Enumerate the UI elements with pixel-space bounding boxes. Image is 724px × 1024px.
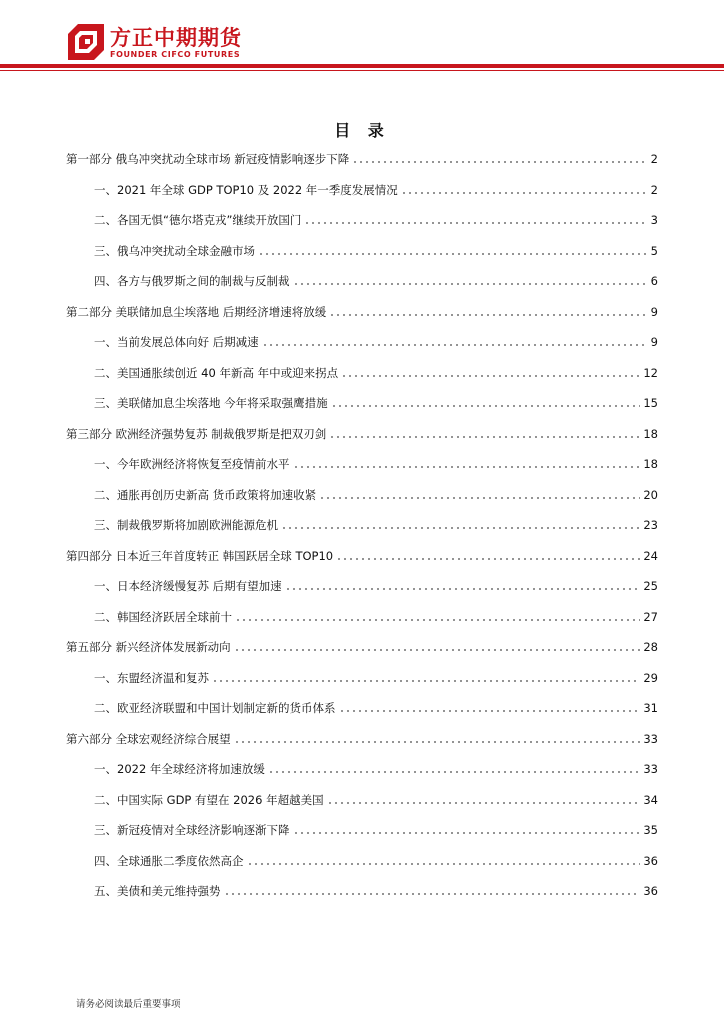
toc-entry-title: 三、新冠疫情对全球经济影响逐渐下降 <box>94 823 290 837</box>
toc-chapter-entry[interactable] <box>66 543 658 563</box>
toc-page-number: 9 <box>650 335 658 349</box>
toc-leader-dots <box>329 314 647 316</box>
brand-name-cn: 方正中期期货 <box>110 26 242 50</box>
toc-chapter-entry[interactable] <box>66 299 658 319</box>
toc-entry-title: 四、各方与俄罗斯之间的制裁与反制裁 <box>94 274 290 288</box>
toc-page-number: 20 <box>643 487 658 502</box>
toc-page-number: 27 <box>643 609 658 624</box>
toc-page-number: 5 <box>650 243 658 258</box>
toc-leader-dots <box>247 863 641 865</box>
toc-section-entry[interactable] <box>94 787 658 807</box>
toc-leader-dots <box>212 680 640 682</box>
toc-page-number: 3 <box>650 213 658 227</box>
toc-entry-title: 一、当前发展总体向好 后期减速 <box>94 335 259 349</box>
toc-section-entry[interactable] <box>94 573 658 593</box>
brand-name-en: FOUNDER CIFCO FUTURES <box>110 50 241 59</box>
toc-leader-dots <box>235 619 640 621</box>
toc-entry-title: 二、欧亚经济联盟和中国计划制定新的货币体系 <box>94 701 336 715</box>
toc-chapter-entry[interactable] <box>66 726 658 746</box>
toc-section-entry[interactable] <box>94 360 658 380</box>
toc-entry-title: 第六部分 全球宏观经济综合展望 <box>66 731 231 746</box>
toc-leader-dots <box>234 649 641 651</box>
toc-entry-title: 二、通胀再创历史新高 货币政策将加速收紧 <box>94 487 317 502</box>
footer-note: 请务必阅读最后重要事项 <box>76 999 181 1010</box>
toc-chapter-entry[interactable] <box>66 421 658 441</box>
toc-page-number: 31 <box>643 701 658 715</box>
toc-entry-title: 一、今年欧洲经济将恢复至疫情前水平 <box>94 457 290 471</box>
toc-leader-dots <box>339 710 641 712</box>
toc-entry-title: 二、各国无惧“德尔塔克戎”继续开放国门 <box>94 213 302 227</box>
page-header <box>0 0 724 75</box>
toc-leader-dots <box>285 588 641 590</box>
toc-entry-title: 第二部分 美联储加息尘埃落地 后期经济增速将放缓 <box>66 304 327 319</box>
toc-chapter-entry[interactable] <box>66 634 658 654</box>
toc-section-entry[interactable] <box>94 817 658 837</box>
toc-page-number: 23 <box>643 518 658 532</box>
toc-leader-dots <box>327 802 641 804</box>
toc-page-number: 24 <box>643 548 658 563</box>
toc-section-entry[interactable] <box>94 451 658 471</box>
header-rule-thin <box>0 70 724 71</box>
toc-section-entry[interactable] <box>94 756 658 776</box>
toc-leader-dots <box>293 283 648 285</box>
toc-section-entry[interactable] <box>94 207 658 227</box>
toc-page-number: 34 <box>643 792 658 807</box>
toc-page-number: 33 <box>643 731 658 746</box>
toc-leader-dots <box>268 771 640 773</box>
toc-entry-title: 二、韩国经济跃居全球前十 <box>94 609 232 624</box>
toc-page-number: 15 <box>643 396 658 410</box>
toc-entry-title: 二、美国通胀续创近 40 年新高 年中或迎来拐点 <box>94 365 339 380</box>
toc-page-number: 12 <box>643 365 658 380</box>
toc-page-number: 25 <box>643 579 658 593</box>
toc-page-number: 2 <box>650 152 658 166</box>
toc-leader-dots <box>224 893 641 895</box>
toc-leader-dots <box>352 161 647 163</box>
toc-page-number: 36 <box>643 884 658 898</box>
toc-leader-dots <box>331 405 641 407</box>
toc-entry-title: 第一部分 俄乌冲突扰动全球市场 新冠疫情影响逐步下降 <box>66 152 350 166</box>
toc-leader-dots <box>401 192 648 194</box>
toc-section-entry[interactable] <box>94 695 658 715</box>
toc-section-entry[interactable] <box>94 512 658 532</box>
toc-entry-title: 第五部分 新兴经济体发展新动向 <box>66 640 231 654</box>
toc-page-number: 18 <box>643 457 658 471</box>
toc-leader-dots <box>258 253 648 255</box>
toc-section-entry[interactable] <box>94 848 658 868</box>
toc-page-number: 29 <box>643 670 658 685</box>
toc-entry-title: 四、全球通胀二季度依然高企 <box>94 853 244 868</box>
toc-entry-title: 第四部分 日本近三年首度转正 韩国跃居全球 TOP10 <box>66 548 334 563</box>
toc-page-number: 2 <box>650 182 658 197</box>
toc-entry-title: 一、2021 年全球 GDP TOP10 及 2022 年一季度发展情况 <box>94 182 398 197</box>
toc-page-number: 28 <box>643 640 658 654</box>
toc-section-entry[interactable] <box>94 268 658 288</box>
toc-entry-title: 三、制裁俄罗斯将加剧欧洲能源危机 <box>94 518 278 532</box>
toc-section-entry[interactable] <box>94 390 658 410</box>
toc-section-entry[interactable] <box>94 177 658 197</box>
toc-title: 目 录 <box>334 121 390 140</box>
toc-section-entry[interactable] <box>94 604 658 624</box>
toc-leader-dots <box>304 222 647 224</box>
toc-section-entry[interactable] <box>94 329 658 349</box>
toc-leader-dots <box>341 375 640 377</box>
toc-section-entry[interactable] <box>94 238 658 258</box>
founder-logo-icon <box>68 24 104 60</box>
toc-section-entry[interactable] <box>94 482 658 502</box>
toc-page-number: 33 <box>643 762 658 776</box>
toc-leader-dots <box>293 832 641 834</box>
toc-section-entry[interactable] <box>94 878 658 898</box>
toc-page-number: 6 <box>650 274 658 288</box>
toc-page-number: 36 <box>643 853 658 868</box>
toc-page-number: 35 <box>643 823 658 837</box>
toc-entry-title: 三、俄乌冲突扰动全球金融市场 <box>94 243 255 258</box>
toc-leader-dots <box>262 344 648 346</box>
toc-entry-title: 一、日本经济缓慢复苏 后期有望加速 <box>94 579 282 593</box>
toc-page-number: 18 <box>643 426 658 441</box>
toc-leader-dots <box>329 436 640 438</box>
toc-entry-title: 第三部分 欧洲经济强势复苏 制裁俄罗斯是把双刃剑 <box>66 426 327 441</box>
toc-leader-dots <box>319 497 640 499</box>
toc-entry-title: 三、美联储加息尘埃落地 今年将采取强鹰措施 <box>94 396 328 410</box>
header-rule <box>0 64 724 68</box>
toc-entry-title: 二、中国实际 GDP 有望在 2026 年超越美国 <box>94 792 324 807</box>
toc-page-number: 9 <box>650 304 658 319</box>
toc-leader-dots <box>293 466 641 468</box>
toc-entry-title: 一、2022 年全球经济将加速放缓 <box>94 762 265 776</box>
toc-leader-dots <box>234 741 641 743</box>
toc-leader-dots <box>281 527 640 529</box>
toc-chapter-entry[interactable] <box>66 146 658 166</box>
toc-entry-title: 五、美债和美元维持强势 <box>94 884 221 898</box>
toc-leader-dots <box>336 558 640 560</box>
toc-entry-title: 一、东盟经济温和复苏 <box>94 670 209 685</box>
toc-section-entry[interactable] <box>94 665 658 685</box>
